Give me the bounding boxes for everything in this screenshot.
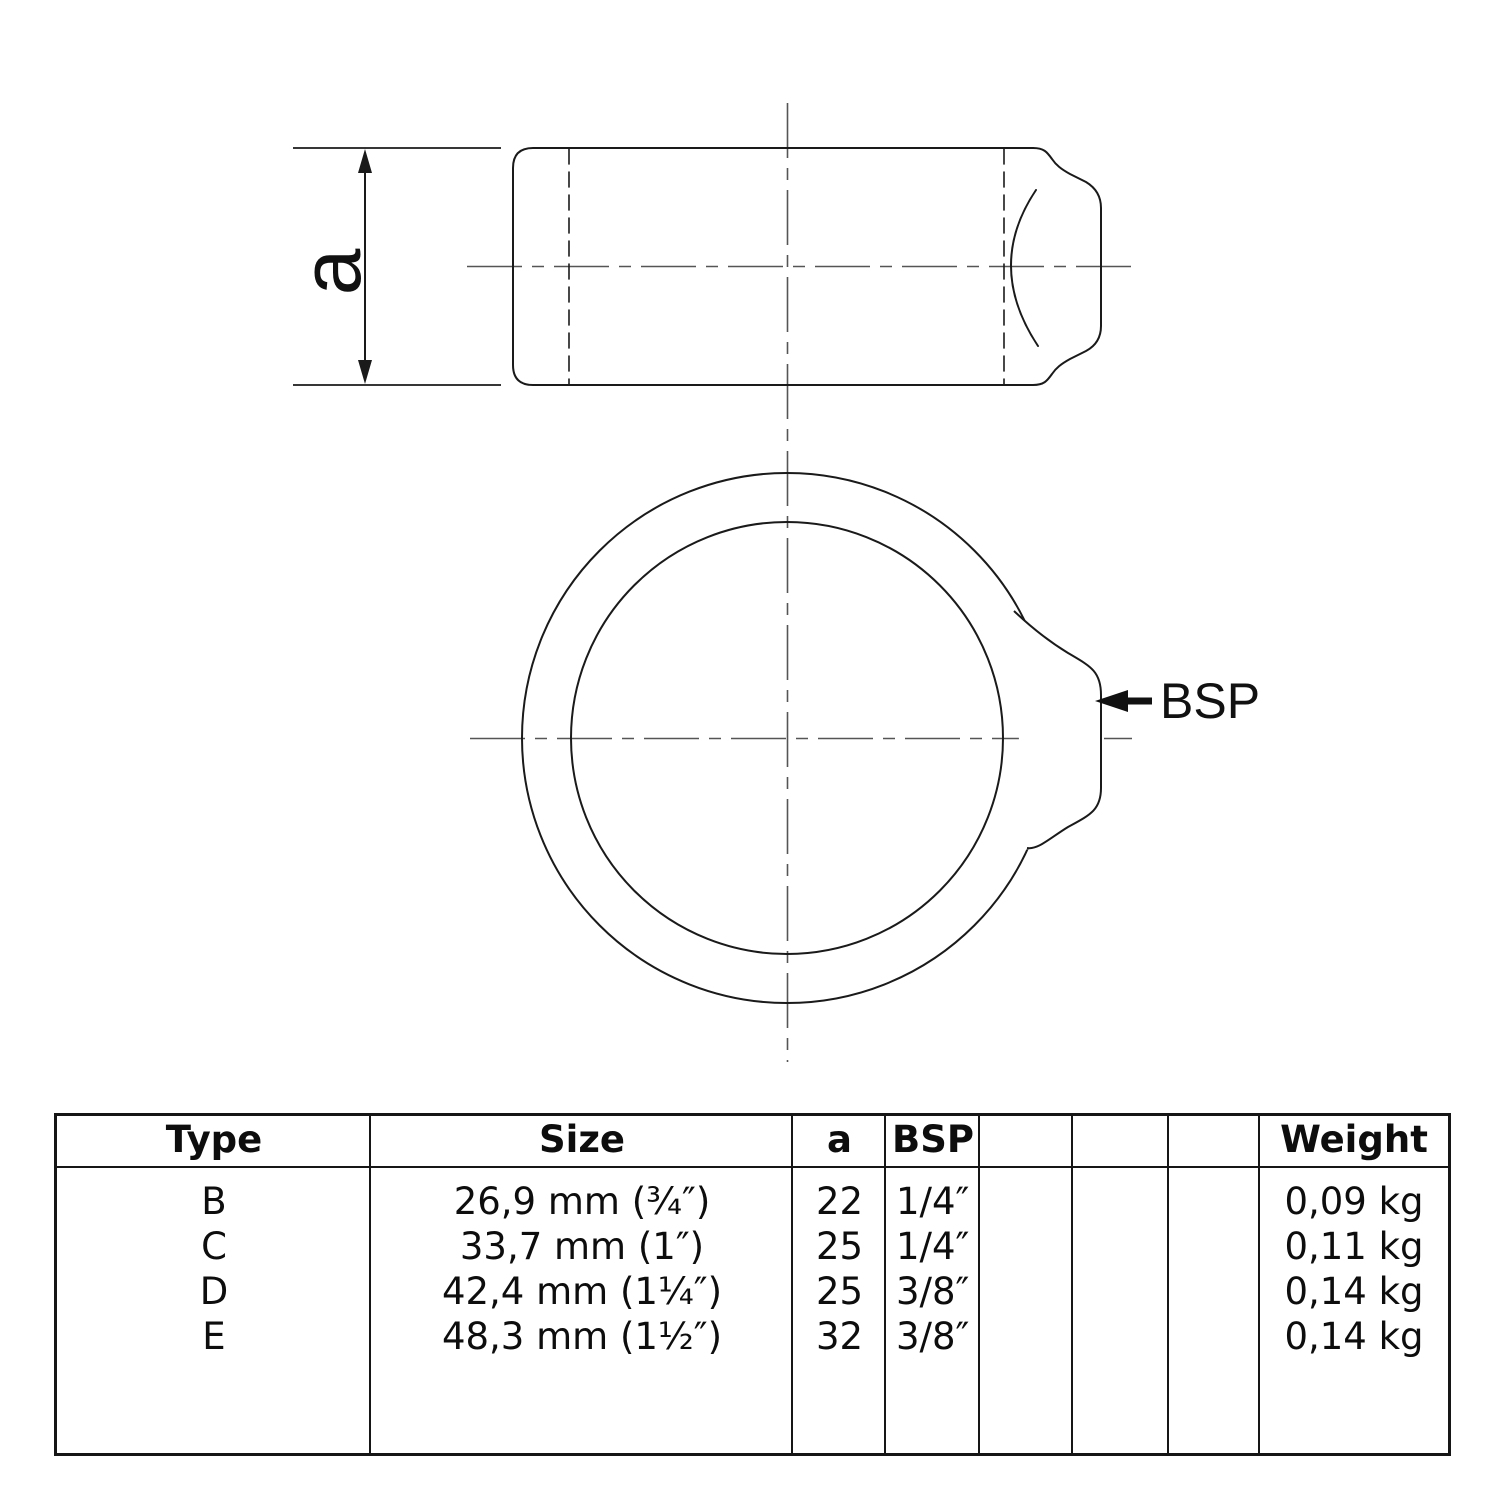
arrowhead-up-icon — [358, 149, 372, 173]
boss-recess-arc — [1011, 190, 1038, 346]
cell-weight: 0,14 kg — [1284, 1315, 1424, 1358]
cell-bsp: 1/4″ — [896, 1180, 970, 1223]
cell-size: 33,7 mm (1″) — [459, 1225, 705, 1268]
cell-a: 25 — [815, 1225, 864, 1268]
cell-weight: 0,14 kg — [1284, 1270, 1424, 1313]
bsp-label: BSP — [1160, 673, 1261, 729]
cell-type: B — [201, 1180, 227, 1223]
cell-a: 32 — [815, 1315, 864, 1358]
cell-size: 42,4 mm (1¼″) — [441, 1270, 723, 1313]
cell-weight: 0,11 kg — [1284, 1225, 1424, 1268]
cell-a: 25 — [815, 1270, 864, 1313]
header-weight: Weight — [1280, 1117, 1428, 1161]
bsp-callout — [1095, 673, 1260, 729]
cell-bsp: 3/8″ — [896, 1315, 970, 1358]
arrowhead-down-icon — [358, 360, 372, 384]
cell-bsp: 3/8″ — [896, 1270, 970, 1313]
dimension-a-label: a — [284, 248, 378, 296]
centerlines — [467, 103, 1135, 1062]
cell-type: E — [202, 1315, 226, 1358]
header-bsp: BSP — [892, 1117, 974, 1161]
cell-a: 22 — [815, 1180, 864, 1223]
header-type: Type — [165, 1117, 263, 1161]
cell-size: 26,9 mm (¾″) — [453, 1180, 711, 1223]
cell-type: D — [199, 1270, 229, 1313]
spec-table — [54, 1113, 1451, 1456]
cell-weight: 0,09 kg — [1284, 1180, 1424, 1223]
cell-bsp: 1/4″ — [896, 1225, 970, 1268]
cell-size: 48,3 mm (1½″) — [441, 1315, 723, 1358]
header-a: a — [827, 1117, 852, 1161]
header-size: Size — [539, 1117, 625, 1161]
cell-type: C — [201, 1225, 227, 1268]
